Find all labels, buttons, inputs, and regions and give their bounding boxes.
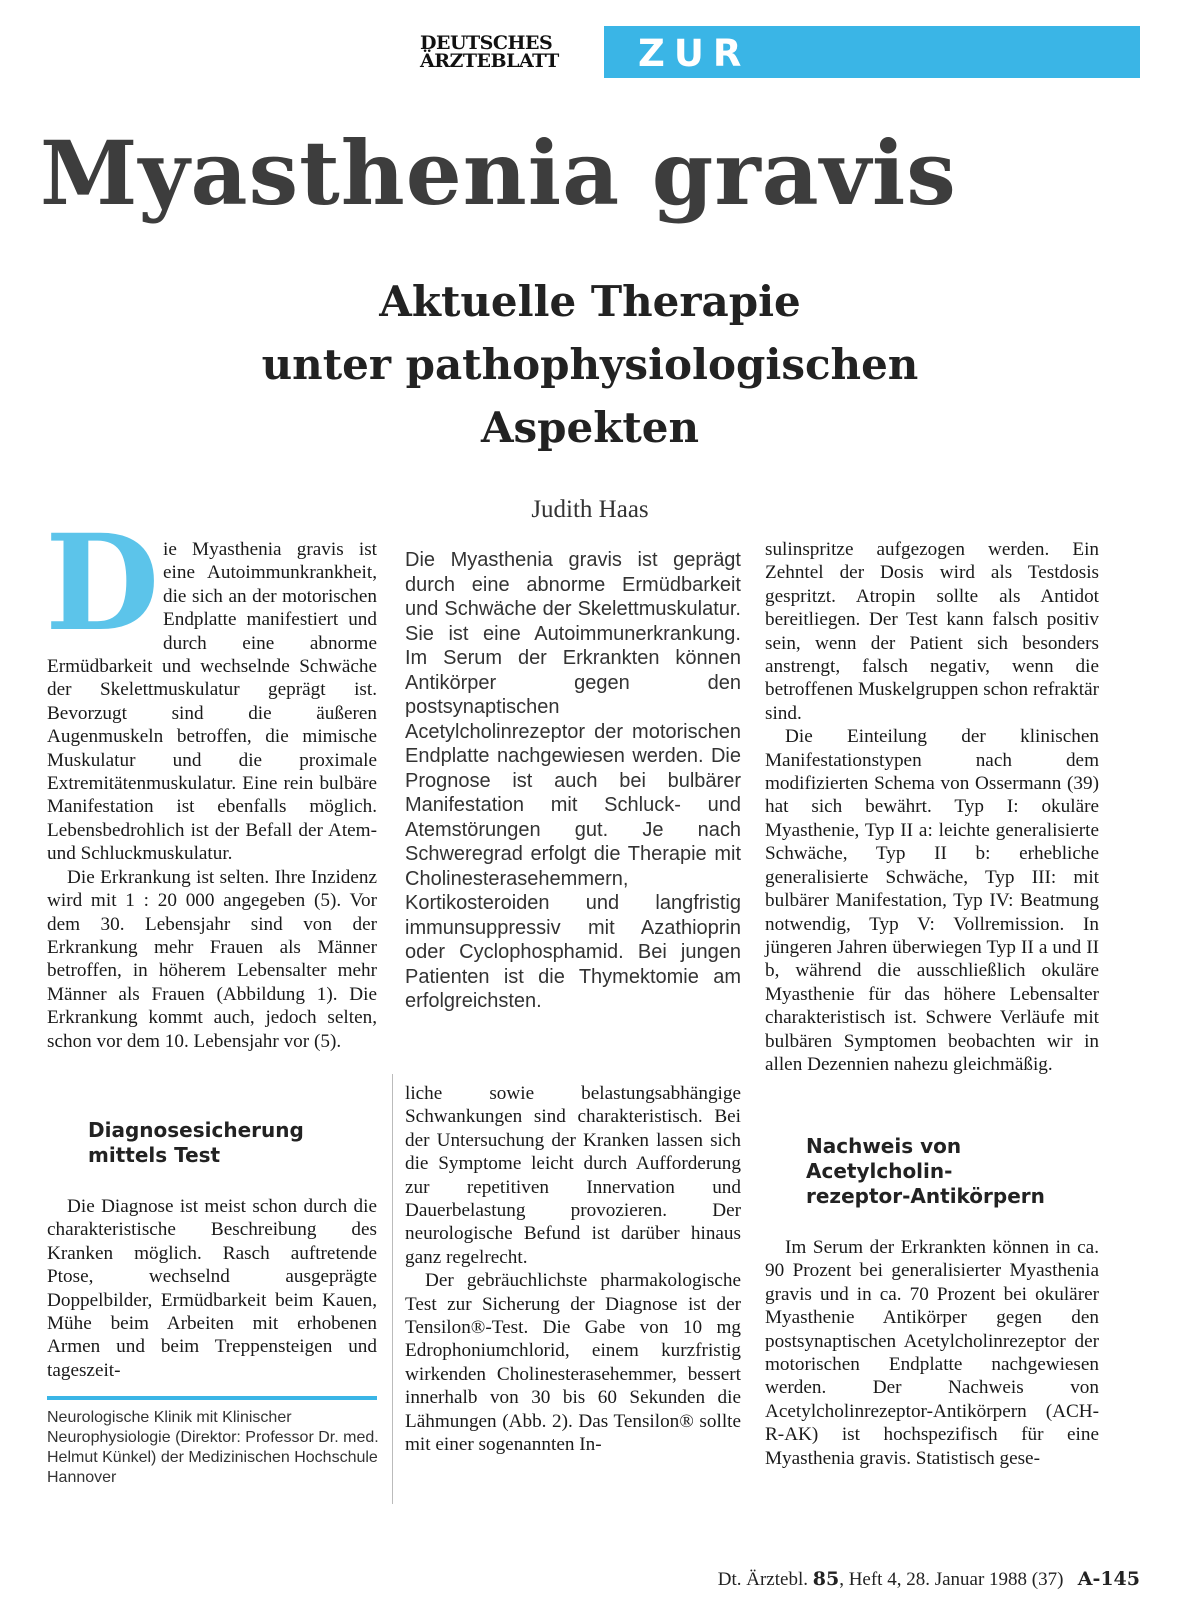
section-heading-nachweis — [806, 1134, 1096, 1209]
subtitle-line-1: Aktuelle Therapie — [379, 277, 801, 326]
footer-journal: Dt. Ärztebl. — [717, 1569, 808, 1590]
article-title: Myasthenia gravis — [40, 121, 957, 225]
heading-line: Diagnosesicherung — [88, 1118, 304, 1142]
section-heading-diagnose — [88, 1118, 378, 1168]
column-divider — [392, 1074, 393, 1504]
logo-line-2: ÄRZTEBLATT — [420, 50, 559, 72]
col2-paragraph-2: Der gebräuchlichste pharmakologische Test zur Sicherung der Diagnose ist der Tensilon®-Test. Die Gabe von 10 mg Edrophoniumchlorid, einem kurzfristig wirkenden Cholinesterasehemmer, bessert innerhalb von 30 bis 60 Sekunden die Lähmungen (Abb. 2). Das Tensilon® sollte mit einer sogenannten In- — [405, 1270, 741, 1456]
affiliation-rule — [47, 1396, 377, 1400]
heading-line: rezeptor-Antikörpern — [806, 1184, 1045, 1208]
col1-paragraph-2: Die Erkrankung ist selten. Ihre Inzidenz wird mit 1 : 20 000 angegeben (5). Vor dem 30. Lebensjahr sind von der Erkrankung mehr Frauen als Männer betroffen, in höherem Lebensalter mehr Männer als Frauen (Abbildung 1). Die Erkrankung kommt auch, jedoch selten, schon vor dem 10. Lebensjahr vor (5). — [47, 866, 377, 1052]
abstract — [405, 548, 741, 1014]
author-affiliation: Neurologische Klinik mit Klinischer Neurophysiologie (Direktor: Professor Dr. med. Helmut Künkel) der Medizinischen Hochschule Hannover — [47, 1409, 379, 1486]
col3-paragraph-2: Die Einteilung der klinischen Manifestationstypen nach dem modifizierten Schema von Ossermann (39) hat sich bewährt. Typ I: okuläre Myasthenie, Typ II a: leichte generalisierte Schwäche, Typ II b: erhebliche generalisierte Schwäche, Typ III: mit bulbärer Manifestation, Typ IV: Beatmung notwendig, Typ V: Vollremission. In jüngeren Jahren überwiegen Typ II a und II b, während die ausschließlich okuläre Myasthenie für das höhere Lebensalter charakteristisch ist. Schwere Verläufe mit bulbären Symptomen beobachten wir in allen Dezennien nahezu gleichmäßig. — [765, 726, 1099, 1075]
column-1-continued — [47, 1195, 377, 1382]
author-name: Judith Haas — [531, 496, 649, 523]
column-3-continued — [765, 1236, 1099, 1470]
section-banner — [604, 26, 1140, 118]
footer-page-number: A-145 — [1077, 1568, 1140, 1590]
drop-cap: D — [45, 506, 160, 661]
col1-paragraph-3: Die Diagnose ist meist schon durch die charakteristische Beschreibung des Kranken möglich. Rasch auftretende Ptose, wechselnd ausgeprägte Doppelbilder, Ermüdbarkeit beim Kauen, Mühe beim Arbeiten mit erhobenen Armen und beim Treppensteigen und tageszeit- — [47, 1196, 377, 1381]
subtitle-line-2: unter pathophysiologischen — [261, 340, 919, 389]
heading-line: Nachweis von — [806, 1134, 962, 1158]
heading-line: mittels Test — [88, 1143, 221, 1167]
col1-paragraph-1: ie Myasthenia gravis ist eine Autoimmunkrankheit, die sich an der motorischen Endplatte manifestiert und durch eine abnorme Ermüdbarkeit und wechselnde Schwäche der Skelettmuskulatur geprägt ist. Bevorzugt sind die äußeren Augenmuskeln betroffen, die mimische Muskulatur und die proximale Extremitätenmuskulatur. Eine rein bulbäre Manifestation ist ebenfalls möglich. Lebensbedrohlich ist der Befall der Atem- und Schluckmuskulatur. — [47, 539, 377, 865]
journal-logo — [420, 34, 600, 70]
col3-paragraph-1: sulinspritze aufgezogen werden. Ein Zehntel der Dosis wird als Testdosis gespritzt. Atropin sollte als Antidot bereitliegen. Der Test kann falsch positiv sein, wenn der Patient sich besonders anstrengt, falsch negativ, wenn die betroffenen Muskelgruppen schon refraktär sind. — [765, 539, 1099, 724]
col3-paragraph-3: Im Serum der Erkrankten können in ca. 90 Prozent bei generalisierter Myasthenia gravis und in ca. 70 Prozent bei okulärer Myasthenie Antikörper gegen den postsynaptischen Acetylcholinrezeptor der motorischen Endplatte nachgewiesen werden. Der Nachweis von Acetylcholinrezeptor-Antikörpern (ACH-R-AK) ist hochspezifisch für eine Myasthenia gravis. Statistisch gese- — [765, 1237, 1099, 1469]
footer-volume: 85 — [812, 1568, 840, 1590]
heading-line: Acetylcholin- — [806, 1159, 953, 1183]
subtitle-line-3: Aspekten — [480, 403, 700, 452]
abstract-text: Die Myasthenia gravis ist geprägt durch eine abnorme Ermüdbarkeit und Schwäche der Skelettmuskulatur. Sie ist eine Autoimmunerkrankung. Im Serum der Erkrankten können Antikörper gegen den postsynaptischen Acetylcholinrezeptor der motorischen Endplatte nachgewiesen werden. Die Prognose ist auch bei bulbärer Manifestation mit Schluck- und Atemstörungen gut. Je nach Schweregrad erfolgt die Therapie mit Cholinesterasehemmern, Kortikosteroiden und langfristig immunsuppressiv mit Azathioprin oder Cyclophosphamid. Bei jungen Patienten ist die Thymektomie am erfolgreichsten. — [405, 549, 741, 1012]
column-2 — [405, 1082, 741, 1457]
footer-issue: , Heft 4, 28. Januar 1988 (37) — [839, 1569, 1064, 1590]
page-footer — [560, 1568, 1140, 1591]
article-subtitle — [150, 270, 1030, 459]
col2-paragraph-1: liche sowie belastungsabhängige Schwankungen sind charakteristisch. Bei der Untersuchung der Kranken lassen sich die Symptome leicht durch Aufforderung zur repetitiven Innervation und Dauerbelastung provozieren. Der neurologische Befund ist darüber hinaus ganz regelrecht. — [405, 1083, 741, 1268]
column-3 — [765, 538, 1099, 1076]
column-1 — [45, 506, 377, 1053]
section-banner-label: ZUR FORTBILDUNG — [638, 32, 1034, 118]
logo-line-1: DEUTSCHES — [420, 32, 553, 54]
